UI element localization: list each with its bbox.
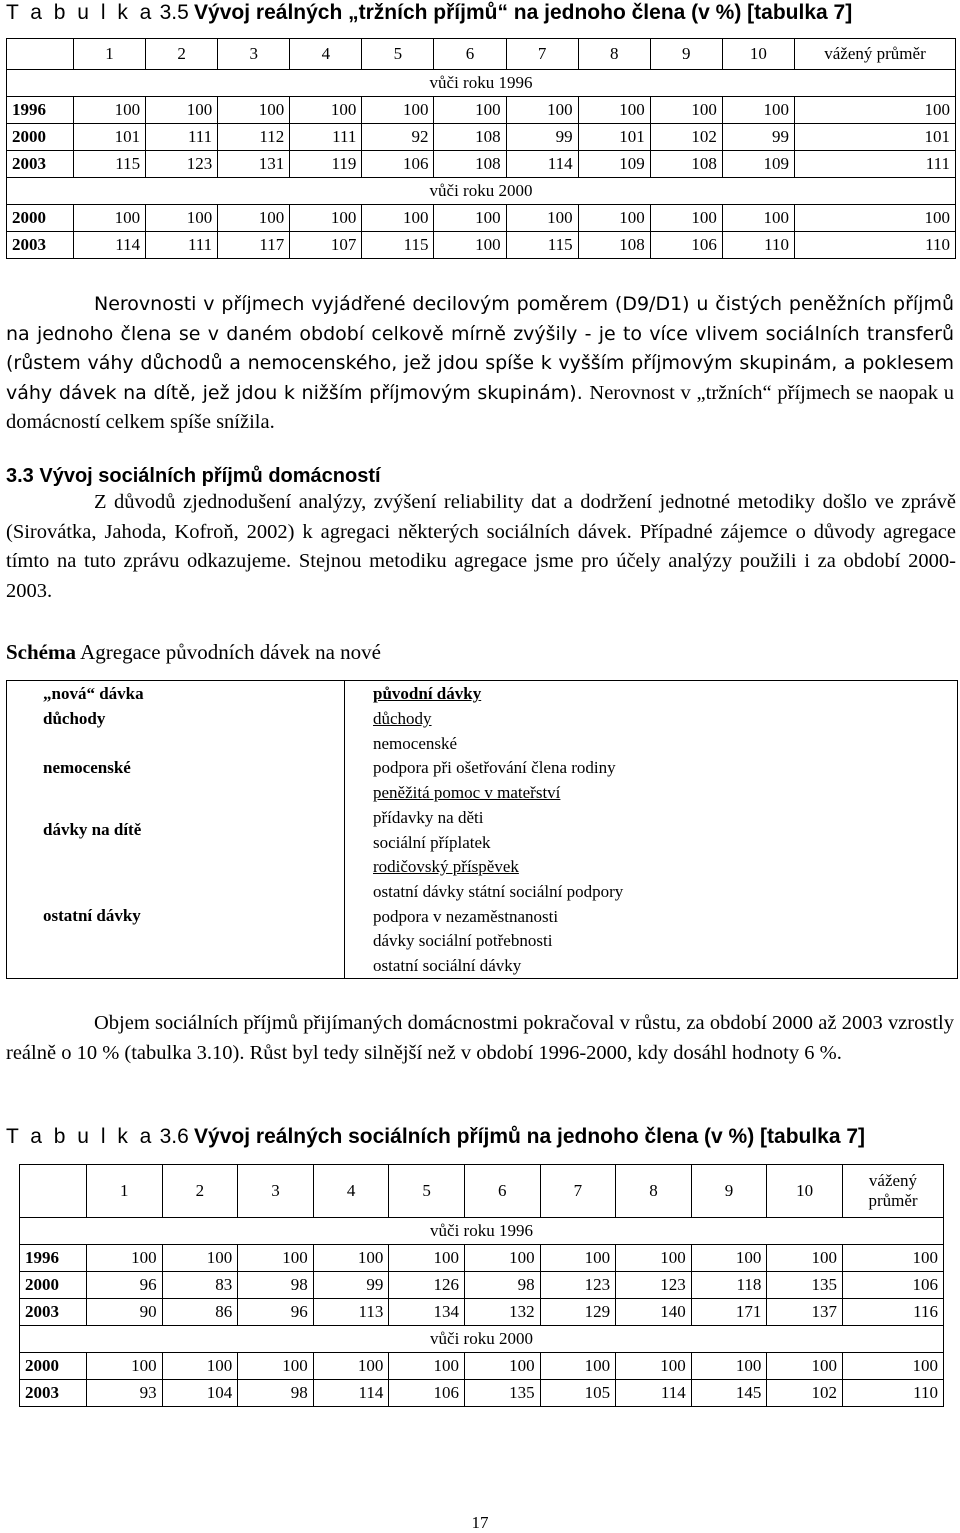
schema-new-benefit: nemocenské: [43, 758, 131, 777]
table-cell: 100: [795, 97, 956, 124]
table-cell: 117: [218, 232, 290, 259]
table-cell: 111: [146, 124, 218, 151]
caption-title: Vývoj reálných „tržních příjmů“ na jednoho člena (v %) [tabulka 7]: [194, 1, 853, 24]
table-cell: 98: [238, 1380, 314, 1407]
table-cell: 100: [506, 205, 578, 232]
header-cell: 7: [540, 1165, 616, 1218]
table-cell: 100: [87, 1245, 163, 1272]
table-cell: 100: [74, 205, 146, 232]
table-cell: 105: [540, 1380, 616, 1407]
table-cell: 108: [650, 151, 722, 178]
header-cell: 5: [362, 39, 434, 70]
section-row: [7, 70, 956, 97]
schema-old-benefit: podpora v nezaměstnanosti: [373, 907, 559, 926]
section-label: vůči roku 2000: [20, 1326, 944, 1353]
data-table: [19, 1164, 944, 1407]
row-year: 2000: [20, 1272, 87, 1299]
table-row: [7, 205, 956, 232]
caption-number: 3.5: [159, 1, 189, 24]
header-cell: 1: [74, 39, 146, 70]
table-row: [20, 1299, 944, 1326]
section-row: [20, 1326, 944, 1353]
header-cell: 10: [722, 39, 794, 70]
schema-old-benefit: rodičovský příspěvek: [373, 857, 519, 876]
header-cell: 6: [464, 1165, 540, 1218]
caption-title: Vývoj reálných sociálních příjmů na jednoho člena (v %) [tabulka 7]: [194, 1125, 866, 1148]
schema-new-benefit: ostatní dávky: [43, 906, 141, 925]
table-cell: 100: [434, 205, 506, 232]
table-cell: 100: [650, 97, 722, 124]
caption-label: T a b u l k a: [6, 1, 155, 24]
table-cell: 100: [767, 1353, 843, 1380]
table-caption: [6, 0, 852, 25]
table-cell: 145: [691, 1380, 767, 1407]
table-cell: 134: [389, 1299, 465, 1326]
table-cell: 100: [578, 97, 650, 124]
table-cell: 137: [767, 1299, 843, 1326]
table-cell: 132: [464, 1299, 540, 1326]
table-cell: 100: [218, 97, 290, 124]
table-cell: 100: [290, 205, 362, 232]
table-cell: 110: [722, 232, 794, 259]
header-cell: 2: [162, 1165, 238, 1218]
table-cell: 114: [74, 232, 146, 259]
table-cell: 107: [290, 232, 362, 259]
table-cell: 114: [616, 1380, 692, 1407]
table-cell: 114: [506, 151, 578, 178]
table-cell: 99: [722, 124, 794, 151]
row-year: 2000: [7, 205, 74, 232]
section: [6, 465, 956, 606]
table-cell: 101: [74, 124, 146, 151]
header-cell: 3: [218, 39, 290, 70]
header-cell: [7, 39, 74, 70]
section-row: [20, 1218, 944, 1245]
table-cell: 106: [389, 1380, 465, 1407]
header-cell: [20, 1165, 87, 1218]
table-cell: 100: [238, 1245, 314, 1272]
table-cell: 100: [691, 1245, 767, 1272]
header-cell: 7: [506, 39, 578, 70]
schema-new-benefit: důchody: [43, 709, 106, 728]
table-cell: 112: [218, 124, 290, 151]
table-cell: 129: [540, 1299, 616, 1326]
table-cell: 100: [616, 1353, 692, 1380]
table-cell: 104: [162, 1380, 238, 1407]
table-row: [20, 1272, 944, 1299]
header-cell: 9: [691, 1165, 767, 1218]
table-cell: 102: [767, 1380, 843, 1407]
table-cell: 100: [464, 1245, 540, 1272]
paragraph: Objem sociálních příjmů přijímaných domácnostmi pokračoval v růstu, za období 2000 až 2003 vzrostly reálně o 10 % (tabulka 3.10). Růst byl tedy silnější než v období 1996-2000, kdy dosáhl hodnoty 6 %.: [6, 1012, 954, 1064]
table-row: [7, 97, 956, 124]
header-cell: 10: [767, 1165, 843, 1218]
table-cell: 100: [506, 97, 578, 124]
table-cell: 118: [691, 1272, 767, 1299]
table-cell: 100: [691, 1353, 767, 1380]
table-cell: 108: [434, 151, 506, 178]
section-label: vůči roku 1996: [20, 1218, 944, 1245]
table-cell: 115: [506, 232, 578, 259]
table-cell: 86: [162, 1299, 238, 1326]
row-year: 1996: [20, 1245, 87, 1272]
schema-caption: [6, 640, 381, 665]
table-cell: 111: [146, 232, 218, 259]
schema-old-benefit: přídavky na děti: [373, 808, 484, 827]
section-number: 3.3: [6, 465, 34, 487]
table-cell: 110: [843, 1380, 944, 1407]
table-row: [7, 232, 956, 259]
row-year: 2003: [7, 151, 74, 178]
table-cell: 100: [843, 1245, 944, 1272]
table-cell: 92: [362, 124, 434, 151]
table-cell: 100: [218, 205, 290, 232]
table-cell: 100: [313, 1353, 389, 1380]
row-year: 2000: [7, 124, 74, 151]
table-cell: 96: [87, 1272, 163, 1299]
header-cell: 6: [434, 39, 506, 70]
table-cell: 100: [362, 205, 434, 232]
header-cell: 4: [313, 1165, 389, 1218]
table-cell: 116: [843, 1299, 944, 1326]
table-cell: 100: [290, 97, 362, 124]
paragraph: [6, 290, 954, 438]
table-row: [20, 1380, 944, 1407]
table-cell: 100: [722, 97, 794, 124]
table-cell: 99: [313, 1272, 389, 1299]
table-cell: 98: [464, 1272, 540, 1299]
section-heading: [6, 465, 956, 488]
page-number: 17: [471, 1513, 489, 1532]
table-cell: 100: [843, 1353, 944, 1380]
table-cell: 140: [616, 1299, 692, 1326]
table-cell: 108: [434, 124, 506, 151]
table-cell: 109: [578, 151, 650, 178]
schema-title: Agregace původních dávek na nové: [80, 640, 381, 664]
table-cell: 98: [238, 1272, 314, 1299]
header-cell: 8: [578, 39, 650, 70]
section-row: [7, 178, 956, 205]
table-cell: 131: [218, 151, 290, 178]
table-cell: 110: [795, 232, 956, 259]
table-cell: 100: [650, 205, 722, 232]
table-cell: 100: [389, 1245, 465, 1272]
row-year: 2000: [20, 1353, 87, 1380]
schema-old-benefit: dávky sociální potřebnosti: [373, 931, 553, 950]
table-cell: 100: [162, 1353, 238, 1380]
table-cell: 100: [722, 205, 794, 232]
table-cell: 90: [87, 1299, 163, 1326]
schema-old-benefit: důchody: [373, 709, 432, 728]
table-cell: 123: [616, 1272, 692, 1299]
section-label: vůči roku 1996: [7, 70, 956, 97]
table-cell: 100: [74, 97, 146, 124]
table-cell: 100: [464, 1353, 540, 1380]
table-cell: 100: [616, 1245, 692, 1272]
section-label: vůči roku 2000: [7, 178, 956, 205]
schema-old-benefit: peněžitá pomoc v mateřství: [373, 783, 561, 802]
header-cell: 2: [146, 39, 218, 70]
table-cell: 100: [146, 205, 218, 232]
header-cell: vážený průměr: [795, 39, 956, 70]
header-cell: 9: [650, 39, 722, 70]
row-year: 1996: [7, 97, 74, 124]
table-cell: 100: [313, 1245, 389, 1272]
header-cell: 1: [87, 1165, 163, 1218]
row-year: 2003: [7, 232, 74, 259]
row-year: 2003: [20, 1299, 87, 1326]
schema-old-benefit: podpora při ošetřování člena rodiny: [373, 758, 616, 777]
header-cell: vážený průměr: [843, 1165, 944, 1218]
schema-old-benefit: nemocenské: [373, 734, 458, 753]
schema-old-benefit: sociální příplatek: [373, 833, 491, 852]
table-cell: 108: [578, 232, 650, 259]
table-cell: 99: [506, 124, 578, 151]
paragraph-text: Nerovnosti v příjmech vyjádřené decilovým poměrem (D9/D1) u čistých peněžních příjmů na jednoho člena se v daném období celkově mírně zvýšily - je to více vlivem sociálních transferů (růstem váhy důchodů a nemocenského, jež jdou spíše k vyšším příjmovým skupinám, a poklesem váhy dávek na dítě, jež jdou k nižším příjmovým skupinám).: [6, 293, 954, 404]
table-cell: 100: [767, 1245, 843, 1272]
schema-divider: [344, 681, 345, 978]
table-cell: 93: [87, 1380, 163, 1407]
schema-old-benefit: ostatní dávky státní sociální podpory: [373, 882, 624, 901]
table-cell: 100: [795, 205, 956, 232]
row-year: 2003: [20, 1380, 87, 1407]
table-cell: 100: [540, 1245, 616, 1272]
table-cell: 100: [238, 1353, 314, 1380]
table-cell: 135: [464, 1380, 540, 1407]
table-header-row: [7, 39, 956, 70]
table-row: [20, 1353, 944, 1380]
section-title: Vývoj sociálních příjmů domácností: [39, 465, 381, 487]
table-cell: 102: [650, 124, 722, 151]
table-cell: 100: [362, 97, 434, 124]
schema-label: Schéma: [6, 640, 76, 664]
table-row: [7, 124, 956, 151]
table-cell: 126: [389, 1272, 465, 1299]
table-cell: 100: [578, 205, 650, 232]
table-cell: 101: [578, 124, 650, 151]
schema-new-benefit: dávky na dítě: [43, 820, 142, 839]
table-cell: 101: [795, 124, 956, 151]
schema-left-header: „nová“ dávka: [43, 684, 144, 703]
header-cell: 5: [389, 1165, 465, 1218]
header-cell: 4: [290, 39, 362, 70]
table-header-row: [20, 1165, 944, 1218]
schema-old-benefit: ostatní sociální dávky: [373, 956, 522, 975]
table-cell: 100: [434, 232, 506, 259]
schema-right-header: původní dávky: [373, 684, 482, 703]
paragraph-text-2: Nerovnost v „tržních“ příjmech se naopak u domácností celkem spíše snížila.: [6, 381, 954, 433]
caption-label: T a b u l k a: [6, 1125, 155, 1148]
table-cell: 106: [650, 232, 722, 259]
section-text: Z důvodů zjednodušení analýzy, zvýšení reliability dat a dodržení jednotné metodiky došlo ve zprávě (Sirovátka, Jahoda, Kofroň, 2002) k agregaci některých sociálních dávek. Případné zájemce o důvody agregace tímto na tuto zprávu odkazujeme. Stejnou metodiku agregace jsme pro účely analýzy použili i za období 2000-2003.: [6, 491, 956, 602]
table-cell: 123: [540, 1272, 616, 1299]
table-cell: 106: [843, 1272, 944, 1299]
table-cell: 119: [290, 151, 362, 178]
table-cell: 171: [691, 1299, 767, 1326]
table-cell: 100: [540, 1353, 616, 1380]
table-cell: 100: [389, 1353, 465, 1380]
table-cell: 135: [767, 1272, 843, 1299]
table-cell: 109: [722, 151, 794, 178]
caption-number: 3.6: [159, 1125, 189, 1148]
table-caption: [6, 1124, 865, 1149]
header-cell: 8: [616, 1165, 692, 1218]
table-cell: 111: [795, 151, 956, 178]
table-cell: 100: [162, 1245, 238, 1272]
table-row: [7, 151, 956, 178]
table-cell: 114: [313, 1380, 389, 1407]
table-cell: 100: [434, 97, 506, 124]
table-cell: 113: [313, 1299, 389, 1326]
table-cell: 111: [290, 124, 362, 151]
table-cell: 100: [146, 97, 218, 124]
table-cell: 83: [162, 1272, 238, 1299]
table-cell: 115: [74, 151, 146, 178]
table-cell: 115: [362, 232, 434, 259]
table-cell: 123: [146, 151, 218, 178]
data-table: [6, 38, 956, 259]
table-row: [20, 1245, 944, 1272]
table-cell: 100: [87, 1353, 163, 1380]
table-cell: 106: [362, 151, 434, 178]
header-cell: 3: [238, 1165, 314, 1218]
table-cell: 96: [238, 1299, 314, 1326]
schema-table: [6, 680, 958, 979]
